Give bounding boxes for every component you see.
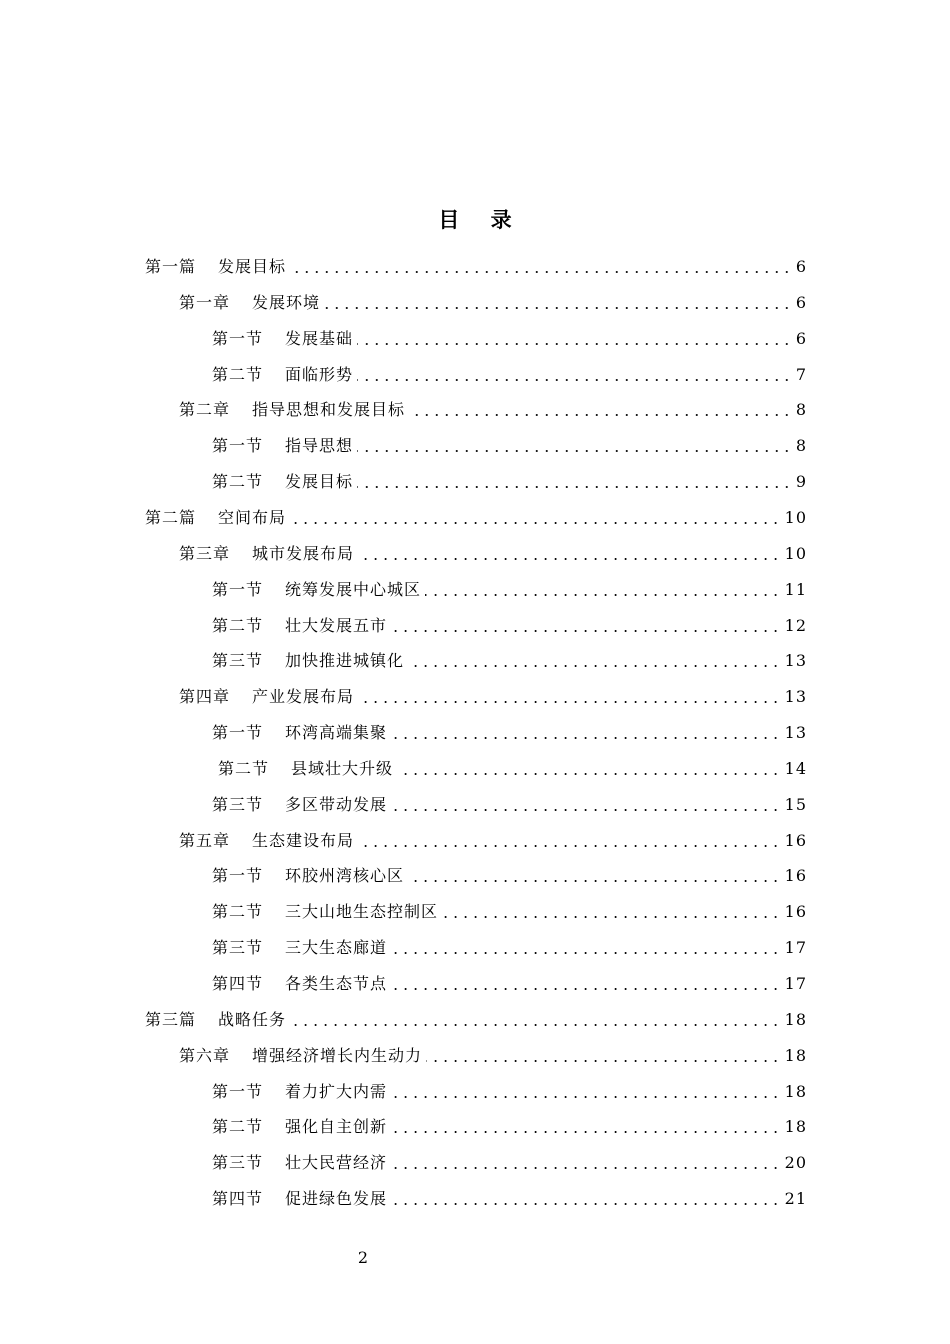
toc-entry[interactable]: [145, 252, 807, 282]
toc-entry[interactable]: [212, 718, 807, 748]
toc-entry-label: 着力扩大内需: [285, 1081, 388, 1101]
toc-entry-number: 第三篇: [145, 1009, 197, 1029]
toc-entry-page: 8: [795, 400, 807, 420]
toc-dot-leader: [391, 952, 781, 954]
toc-entry-label: 城市发展布局: [252, 543, 355, 563]
toc-entry-page: 18: [784, 1045, 807, 1065]
toc-entry[interactable]: [179, 395, 807, 425]
toc-entry[interactable]: [179, 539, 807, 569]
toc-dot-leader: [357, 379, 792, 381]
toc-entry-label: 产业发展布局: [252, 687, 355, 707]
toc-entry-number: 第一节: [212, 579, 264, 599]
toc-entry-number: 第二篇: [145, 507, 197, 527]
toc-dot-leader: [357, 450, 792, 452]
toc-entry-label: 生态建设布局: [252, 830, 355, 850]
toc-entry-number: 第一篇: [145, 257, 197, 276]
toc-dot-leader: [409, 414, 792, 416]
toc-entry-number: 第六章: [179, 1045, 231, 1065]
toc-dot-leader: [408, 880, 781, 882]
toc-entry-label: 三大生态廊道: [285, 938, 388, 958]
toc-dot-leader: [391, 630, 781, 632]
toc-entry-number: 第二节: [212, 472, 264, 492]
toc-dot-leader: [358, 701, 781, 703]
toc-entry-number: 第三节: [212, 938, 264, 958]
toc-entry-page: 16: [784, 866, 807, 886]
toc-entry-page: 7: [795, 364, 807, 384]
toc-entry-page: 10: [784, 507, 807, 527]
toc-entry-number: 第三节: [212, 794, 264, 814]
toc-dot-leader: [290, 522, 781, 524]
toc-entry-number: 第一节: [212, 866, 264, 886]
toc-dot-leader: [391, 809, 781, 811]
toc-entry-label: 县域壮大升级: [291, 758, 394, 778]
toc-entry-number: 第二节: [218, 758, 270, 778]
page-number: 2: [357, 1248, 369, 1267]
toc-entry-label: 壮大发展五市: [285, 615, 388, 635]
toc-entry-page: 16: [784, 902, 807, 922]
toc-entry-label: 面临形势: [285, 364, 354, 384]
toc-entry[interactable]: [212, 467, 807, 497]
toc-entry-label: 三大山地生态控制区: [285, 902, 439, 922]
toc-entry[interactable]: [218, 754, 807, 784]
toc-entry-page: 9: [795, 472, 807, 492]
toc-entry-page: 20: [784, 1153, 807, 1173]
toc-entry-page: 18: [784, 1117, 807, 1137]
toc-entry[interactable]: [179, 1041, 807, 1071]
toc-entry-page: 12: [784, 615, 807, 635]
toc-entry-page: 17: [784, 974, 807, 993]
toc-entry[interactable]: [212, 969, 807, 999]
toc-entry-number: 第一章: [179, 292, 231, 312]
toc-entry-page: 15: [784, 794, 807, 814]
toc-entry-page: 6: [795, 257, 807, 276]
toc-entry-label: 各类生态节点: [285, 974, 388, 993]
toc-entry-label: 强化自主创新: [285, 1117, 388, 1137]
toc-entry-page: 21: [784, 1189, 807, 1209]
toc-entry-page: 18: [784, 1009, 807, 1029]
toc-entry-label: 统筹发展中心城区: [285, 579, 422, 599]
toc-entry-number: 第一节: [212, 328, 264, 348]
toc-entry[interactable]: [212, 1112, 807, 1142]
toc-entry-number: 第二节: [212, 1117, 264, 1137]
toc-entry-label: 指导思想和发展目标: [252, 400, 406, 420]
toc-entry-label: 加快推进城镇化: [285, 651, 405, 671]
toc-entry-label: 环胶州湾核心区: [285, 866, 405, 886]
toc-entry-number: 第三章: [179, 543, 231, 563]
toc-entry-page: 16: [784, 830, 807, 850]
toc-dot-leader: [357, 486, 792, 488]
toc-dot-leader: [397, 773, 781, 775]
toc-entry-number: 第二节: [212, 902, 264, 922]
toc-dot-leader: [408, 665, 781, 667]
toc-dot-leader: [425, 594, 781, 596]
toc-entry[interactable]: [212, 1184, 807, 1214]
toc-dot-leader: [391, 1167, 781, 1169]
toc-entry-label: 指导思想: [285, 436, 354, 456]
toc-entry-number: 第三节: [212, 651, 264, 671]
toc-entry-page: 11: [784, 579, 807, 599]
toc-entry-label: 壮大民营经济: [285, 1153, 388, 1173]
toc-dot-leader: [391, 1131, 781, 1133]
toc-entry[interactable]: [212, 1077, 807, 1107]
toc-entry-number: 第一节: [212, 723, 264, 743]
toc-entry[interactable]: [145, 1005, 807, 1035]
toc-entry-label: 促进绿色发展: [285, 1189, 388, 1209]
toc-entry-label: 战略任务: [218, 1009, 287, 1029]
toc-entry-number: 第三节: [212, 1153, 264, 1173]
toc-entry-number: 第一节: [212, 436, 264, 456]
toc-entry[interactable]: [212, 933, 807, 963]
toc-entry[interactable]: [212, 646, 807, 676]
toc-entry-number: 第二章: [179, 400, 231, 420]
toc-entry[interactable]: [212, 861, 807, 891]
toc-entry-number: 第一节: [212, 1081, 264, 1101]
toc-entry-page: 13: [784, 687, 807, 707]
toc-entry[interactable]: [212, 790, 807, 820]
toc-dot-leader: [357, 343, 792, 345]
toc-entry-number: 第二节: [212, 615, 264, 635]
toc-entry-number: 第四节: [212, 1189, 264, 1209]
toc-dot-leader: [426, 1060, 781, 1062]
toc-entry[interactable]: [179, 288, 807, 318]
toc-entry[interactable]: [179, 682, 807, 712]
toc-dot-leader: [442, 916, 781, 918]
toc-entry-number: 第四节: [212, 974, 264, 993]
toc-entry-page: 17: [784, 938, 807, 958]
toc-entry[interactable]: [212, 575, 807, 605]
toc-entry-label: 发展目标: [218, 257, 287, 276]
toc-entry-page: 13: [784, 651, 807, 671]
toc-entry-page: 18: [784, 1081, 807, 1101]
toc-entry-label: 发展基础: [285, 328, 354, 348]
toc-entry-number: 第二节: [212, 364, 264, 384]
toc-entry[interactable]: [145, 503, 807, 533]
page-number-footer: [0, 1246, 950, 1270]
toc-entry-page: 13: [784, 723, 807, 743]
toc-entry-label: 环湾高端集聚: [285, 723, 388, 743]
toc-entry-page: 10: [784, 543, 807, 563]
toc-title: 目 录: [438, 207, 524, 232]
toc-entry-number: 第五章: [179, 830, 231, 850]
toc-dot-leader: [391, 1203, 781, 1205]
toc-dot-leader: [358, 845, 781, 847]
toc-entry-number: 第四章: [179, 687, 231, 707]
toc-entry-page: 6: [795, 328, 807, 348]
toc-dot-leader: [391, 988, 781, 990]
toc-entry[interactable]: [212, 897, 807, 927]
toc-entry[interactable]: [179, 826, 807, 856]
toc-entry-page: 6: [795, 292, 807, 312]
toc-dot-leader: [290, 1024, 781, 1026]
toc-entry[interactable]: [212, 611, 807, 641]
toc-entry[interactable]: [212, 360, 807, 390]
toc-dot-leader: [391, 737, 781, 739]
toc-entry-label: 发展环境: [252, 292, 321, 312]
toc-entry-page: 14: [784, 758, 807, 778]
toc-entry-label: 空间布局: [218, 507, 287, 527]
toc-dot-leader: [324, 307, 792, 309]
toc-entry-label: 增强经济增长内生动力: [252, 1045, 423, 1065]
toc-entry[interactable]: [212, 431, 807, 461]
toc-entry-label: 多区带动发展: [285, 794, 388, 814]
toc-entry-label: 发展目标: [285, 472, 354, 492]
toc-entry[interactable]: [212, 1148, 807, 1178]
toc-dot-leader: [290, 271, 792, 273]
toc-entry[interactable]: [212, 324, 807, 354]
toc-dot-leader: [358, 558, 781, 560]
toc-entry-page: 8: [795, 436, 807, 456]
toc-dot-leader: [391, 1096, 781, 1098]
